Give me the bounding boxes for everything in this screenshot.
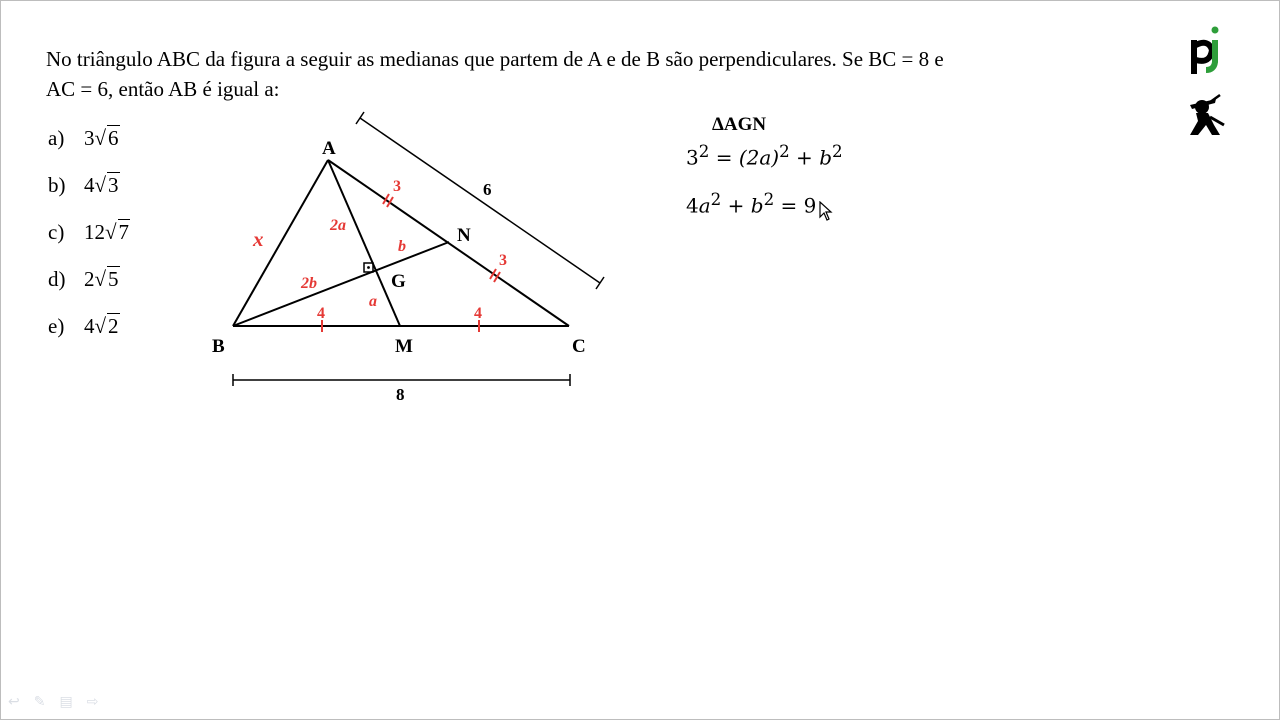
label-segment-2b: 2b [301,275,317,292]
label-half-mc: 4 [474,305,482,322]
presentation-toolbar [8,694,98,710]
arrow-forward-icon[interactable]: ⇨ [86,694,99,710]
label-vertex-a: A [322,138,336,159]
label-half-bm: 4 [317,305,325,322]
eq1-rhs-inner: (2a) [738,145,780,170]
sqrt-symbol: √5 [94,267,119,291]
label-segment-a: a [369,293,377,310]
pen-icon[interactable]: ✎ [33,694,46,710]
eq2-coef: 4 [686,193,699,218]
dimension-line-ac [360,118,600,283]
eq1-lhs-base: 3 [686,145,699,170]
channel-logo [1180,26,1232,143]
label-point-g: G [391,271,406,292]
option-radicand: 2 [108,314,119,338]
dimension-tick [356,112,364,124]
option-coef: 4 [84,173,95,197]
question-line-2: AC = 6, então AB é igual a: [46,77,280,101]
right-angle-dot [367,266,370,269]
dimension-tick [596,277,604,289]
option-radicand: 3 [108,173,119,197]
side-ab [233,160,328,326]
eq1-b: b [819,145,832,170]
option-coef: 2 [84,267,95,291]
median-bn [233,242,449,326]
eq2-rhs: 9 [803,193,817,218]
label-half-an: 3 [393,178,401,195]
menu-icon[interactable]: ▤ [59,694,73,710]
option-letter: b) [48,173,66,197]
label-half-nc: 3 [499,252,507,269]
option-letter: c) [48,220,65,244]
sqrt-symbol: √7 [105,220,130,244]
label-vertex-b: B [212,336,225,357]
label-dimension-ac: 6 [483,180,492,199]
arrow-back-icon[interactable]: ↩ [8,694,20,710]
label-segment-b: b [398,238,406,255]
eq1-rhs-exp: 2 [779,142,790,161]
mouse-cursor-icon [819,201,833,221]
label-side-x: x [253,227,264,251]
option-coef: 3 [84,126,95,150]
equation-1: $3^2 = (2a)^2 + b^2$ [686,142,843,170]
eq1-lhs-exp: 2 [698,142,710,161]
label-point-n: N [457,225,471,246]
question-line-1: No triângulo ABC da figura a seguir as medianas que partem de A e de B são perpendiculares. Se BC = 8 e [46,47,944,71]
option-radicand: 6 [108,126,119,150]
solution-notes [686,114,843,238]
option-coef: 12 [84,220,105,244]
sqrt-symbol: √3 [94,173,119,197]
option-radicand: 7 [118,220,130,244]
ninja-icon [1180,91,1232,143]
label-segment-2a: 2a [330,217,346,234]
option-letter: e) [48,314,65,338]
sqrt-symbol: √2 [94,314,119,338]
logo-pj-icon [1180,26,1232,80]
option-letter: d) [48,267,66,291]
option-radicand: 5 [108,267,119,291]
eq1-b-exp: 2 [832,142,843,161]
option-letter: a) [48,126,65,150]
label-vertex-c: C [572,336,586,357]
solution-title: ΔAGN [712,114,767,135]
option-coef: 4 [84,314,95,338]
equation-2: $4a^2 + b^2 = 9$ [686,190,843,238]
label-dimension-bc: 8 [396,385,405,404]
sqrt-symbol: √6 [94,126,119,150]
label-point-m: M [395,336,413,357]
